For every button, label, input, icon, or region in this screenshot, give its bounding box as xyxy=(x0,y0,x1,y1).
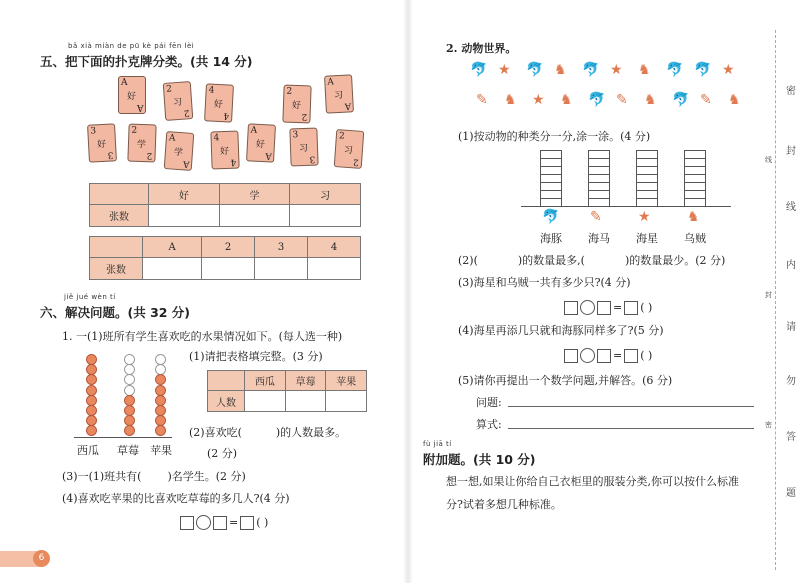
squid-icon: ♞ xyxy=(728,92,741,108)
playing-card xyxy=(163,81,194,121)
starfish-icon: ★ xyxy=(638,209,651,225)
card-character: 学 xyxy=(136,139,147,151)
dolphin-icon: 🐬 xyxy=(470,62,488,78)
bead xyxy=(124,374,135,385)
card-rank: 4 xyxy=(213,133,220,144)
seahorse-icon: ✎ xyxy=(616,92,628,108)
equals-sign: = xyxy=(613,301,623,314)
card-character: 好 xyxy=(96,139,107,151)
table-header: A xyxy=(143,237,202,258)
row-label: 人数 xyxy=(208,391,245,412)
card-rank: 2 xyxy=(146,150,153,161)
bead-label-watermelon: 西瓜 xyxy=(77,444,99,457)
card-rank: A xyxy=(182,158,190,169)
card-rank: 3 xyxy=(90,126,97,137)
card-rank: 4 xyxy=(223,110,230,121)
card-rank: A xyxy=(168,133,176,144)
playing-card xyxy=(282,85,311,124)
answer-cell[interactable] xyxy=(202,258,255,280)
card-rank: 2 xyxy=(301,111,308,122)
operator-circle[interactable] xyxy=(196,515,211,530)
q1-1-text: (1)请把表格填完整。(3 分) xyxy=(189,350,323,363)
squid-icon: ♞ xyxy=(687,209,700,225)
starfish-icon: ★ xyxy=(610,62,623,78)
q2-2-part-b: )的数量最多,( xyxy=(517,254,585,267)
margin-char: 密 xyxy=(786,86,796,97)
q1-2-score: (2 分) xyxy=(207,447,238,460)
seal-line xyxy=(775,30,776,570)
margin-char: 答 xyxy=(786,432,796,443)
unit-paren: ( ) xyxy=(640,301,653,314)
sec6-pinyin: jiě jué wèn tí xyxy=(64,293,116,301)
playing-card xyxy=(87,123,117,162)
bead xyxy=(86,385,97,396)
squid-icon: ♞ xyxy=(504,92,517,108)
formula-line[interactable] xyxy=(508,428,754,429)
playing-card xyxy=(164,131,195,171)
card-table-1 xyxy=(89,183,361,227)
card-rank: 3 xyxy=(309,153,316,164)
seahorse-icon: ✎ xyxy=(700,92,712,108)
squid-icon: ♞ xyxy=(638,62,651,78)
equals-sign: = xyxy=(613,349,623,362)
table-header: 学 xyxy=(219,184,290,205)
playing-card xyxy=(118,76,146,114)
q2-4-text: (4)海星再添几只就和海豚同样多了?(5 分) xyxy=(458,324,664,337)
answer-box[interactable] xyxy=(213,516,227,530)
margin-char: 线 xyxy=(786,202,796,213)
answer-box[interactable] xyxy=(597,349,611,363)
card-rank: 2 xyxy=(338,131,345,142)
answer-cell[interactable] xyxy=(326,391,367,412)
q2-3-text: (3)海星和乌贼一共有多少只?(4 分) xyxy=(458,276,631,289)
card-character: 学 xyxy=(173,147,184,159)
answer-cell[interactable] xyxy=(285,391,326,412)
bead xyxy=(155,374,166,385)
operator-circle[interactable] xyxy=(580,348,595,363)
page-number: 6 xyxy=(33,550,50,567)
answer-box[interactable] xyxy=(624,301,638,315)
margin-char: 勿 xyxy=(786,376,796,387)
bar-grid[interactable] xyxy=(636,150,658,207)
row-label: 张数 xyxy=(90,205,149,227)
answer-cell[interactable] xyxy=(308,258,361,280)
margin-char: 内 xyxy=(786,260,796,271)
formula-label: 算式: xyxy=(476,418,502,431)
table-header xyxy=(208,371,245,391)
extra-title: 附加题。(共 10 分) xyxy=(423,452,536,467)
margin-char: 请 xyxy=(786,322,796,333)
dolphin-icon: 🐬 xyxy=(582,62,600,78)
q1-text: 1. 一(1)班所有学生喜欢吃的水果情况如下。(每人选一种) xyxy=(62,330,343,343)
q1-3-part-a: (3)一(1)班共有( xyxy=(62,470,142,483)
dolphin-icon: 🐬 xyxy=(666,62,684,78)
question-line[interactable] xyxy=(508,406,754,407)
row-label: 张数 xyxy=(90,258,143,280)
dolphin-icon: 🐬 xyxy=(542,209,560,225)
card-rank: 2 xyxy=(353,156,360,167)
fruit-table xyxy=(207,370,367,412)
sec5-pinyin: bǎ xià miàn de pū kè pái fēn lèi xyxy=(68,42,195,50)
answer-box[interactable] xyxy=(597,301,611,315)
q1-3-part-b: )名学生。(2 分) xyxy=(167,470,246,483)
card-character: 习 xyxy=(333,90,344,102)
card-rank: A xyxy=(136,102,143,112)
playing-card xyxy=(324,74,354,113)
extra-text-1: 想一想,如果让你给自己衣柜里的服装分类,你可以按什么标准 xyxy=(446,475,739,488)
table-header: 4 xyxy=(308,237,361,258)
card-rank: 2 xyxy=(131,125,138,136)
table-header: 好 xyxy=(149,184,220,205)
playing-card xyxy=(210,131,239,170)
playing-card xyxy=(334,129,365,169)
q1-2-part-b: )的人数最多。 xyxy=(275,426,347,439)
dolphin-icon: 🐬 xyxy=(526,62,544,78)
table-header: 苹果 xyxy=(326,371,367,391)
card-character: 好 xyxy=(255,139,266,151)
card-rank: 4 xyxy=(208,85,215,96)
card-rank: 2 xyxy=(286,86,293,97)
q1-3-text xyxy=(62,468,246,484)
squid-icon: ♞ xyxy=(554,62,567,78)
answer-box[interactable] xyxy=(564,301,578,315)
bead xyxy=(155,425,166,436)
card-rank: 3 xyxy=(292,130,299,141)
bead xyxy=(86,374,97,385)
table-header xyxy=(90,237,143,258)
q2-2-text xyxy=(458,252,725,268)
margin-small-char: 线 xyxy=(765,156,772,164)
q1-2-text xyxy=(189,424,346,440)
q2-2-part-c: )的数量最少。(2 分) xyxy=(624,254,726,267)
table-header: 3 xyxy=(255,237,308,258)
answer-cell[interactable] xyxy=(143,258,202,280)
sec6-title: 六、解决问题。(共 32 分) xyxy=(40,305,191,320)
starfish-icon: ★ xyxy=(498,62,511,78)
starfish-icon: ★ xyxy=(722,62,735,78)
bead xyxy=(155,385,166,396)
card-character: 好 xyxy=(219,146,230,158)
bead-label-strawberry: 草莓 xyxy=(117,444,139,457)
card-rank: A xyxy=(264,150,272,161)
bar-baseline xyxy=(521,206,731,207)
extra-pinyin: fù jiā tí xyxy=(423,440,452,448)
answer-cell[interactable] xyxy=(255,258,308,280)
q1-2-part-a: (2)喜欢吃( xyxy=(189,426,242,439)
card-character: 好 xyxy=(291,100,302,112)
playing-card xyxy=(289,128,318,167)
table-header: 西瓜 xyxy=(245,371,286,391)
card-rank: A xyxy=(250,125,258,136)
card-character: 习 xyxy=(343,145,354,157)
dolphin-icon: 🐬 xyxy=(694,62,712,78)
margin-char: 题 xyxy=(786,488,796,499)
label-dolphin: 海豚 xyxy=(540,232,562,245)
q2-2-part-a: (2)( xyxy=(458,254,478,267)
answer-box[interactable] xyxy=(564,349,578,363)
seahorse-icon: ✎ xyxy=(590,209,602,225)
starfish-icon: ★ xyxy=(532,92,545,108)
label-seahorse: 海马 xyxy=(588,232,610,245)
answer-cell[interactable] xyxy=(245,391,286,412)
unit-paren: ( ) xyxy=(256,516,269,529)
equation-q2-3 xyxy=(564,297,654,316)
card-character: 习 xyxy=(298,143,309,155)
bead xyxy=(86,425,97,436)
label-squid: 乌贼 xyxy=(684,232,706,245)
bead xyxy=(124,425,135,436)
card-character: 好 xyxy=(127,92,137,102)
answer-cell[interactable] xyxy=(290,205,361,227)
operator-circle[interactable] xyxy=(580,300,595,315)
page-spine xyxy=(403,0,413,583)
equation-q1-4 xyxy=(180,512,270,531)
card-character: 习 xyxy=(172,97,183,109)
playing-card xyxy=(246,123,276,162)
table-header xyxy=(90,184,149,205)
card-rank: 2 xyxy=(183,107,191,118)
q1-4-text: (4)喜欢吃苹果的比喜欢吃草莓的多几人?(4 分) xyxy=(62,492,290,505)
bead xyxy=(124,385,135,396)
dolphin-icon: 🐬 xyxy=(588,92,606,108)
card-rank: A xyxy=(343,100,351,111)
answer-box[interactable] xyxy=(624,349,638,363)
playing-card xyxy=(127,124,156,163)
margin-small-char: 封 xyxy=(765,291,772,299)
bar-grid[interactable] xyxy=(588,150,610,207)
card-table-2 xyxy=(89,236,361,280)
table-header: 习 xyxy=(290,184,361,205)
question-label: 问题: xyxy=(476,396,502,409)
q2-1-text: (1)按动物的种类分一分,涂一涂。(4 分) xyxy=(458,130,651,143)
squid-icon: ♞ xyxy=(644,92,657,108)
card-character: 好 xyxy=(213,99,224,111)
seahorse-icon: ✎ xyxy=(476,92,488,108)
bar-grid[interactable] xyxy=(540,150,562,207)
extra-text-2: 分?试着多想几种标准。 xyxy=(446,498,562,511)
answer-cell[interactable] xyxy=(219,205,290,227)
card-rank: A xyxy=(327,77,335,88)
answer-cell[interactable] xyxy=(149,205,220,227)
margin-small-char: 密 xyxy=(765,421,772,429)
bead-baseline xyxy=(74,437,172,438)
equals-sign: = xyxy=(229,516,239,529)
equation-q2-4 xyxy=(564,345,654,364)
table-header: 2 xyxy=(202,237,255,258)
label-starfish: 海星 xyxy=(636,232,658,245)
squid-icon: ♞ xyxy=(560,92,573,108)
sec5-title: 五、把下面的扑克牌分类。(共 14 分) xyxy=(40,54,253,69)
card-rank: 3 xyxy=(107,149,114,160)
card-rank: 4 xyxy=(230,156,237,167)
card-rank: 2 xyxy=(165,84,173,95)
answer-box[interactable] xyxy=(240,516,254,530)
table-header: 草莓 xyxy=(285,371,326,391)
margin-char: 封 xyxy=(786,146,796,157)
dolphin-icon: 🐬 xyxy=(672,92,690,108)
answer-box[interactable] xyxy=(180,516,194,530)
playing-card xyxy=(204,83,234,122)
bead-label-apple: 苹果 xyxy=(150,444,172,457)
unit-paren: ( ) xyxy=(640,349,653,362)
bar-grid[interactable] xyxy=(684,150,706,207)
q2-5-text: (5)请你再提出一个数学问题,并解答。(6 分) xyxy=(458,374,673,387)
q2-title: 2. 动物世界。 xyxy=(446,42,517,55)
card-rank: A xyxy=(121,78,128,88)
